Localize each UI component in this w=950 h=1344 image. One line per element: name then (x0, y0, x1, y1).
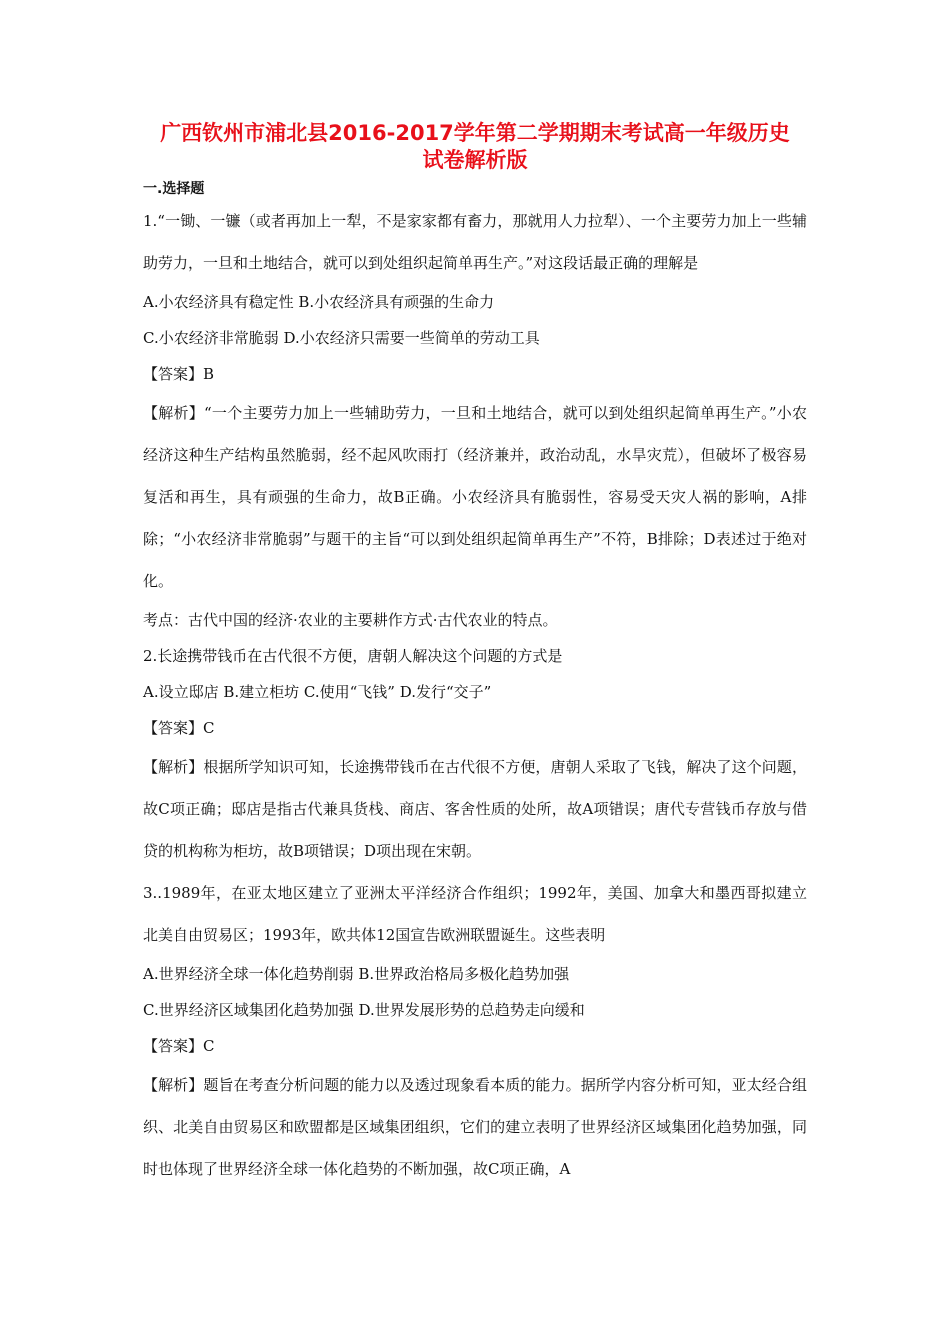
question-3-options-ab: A.世界经济全球一体化趋势削弱 B.世界政治格局多极化趋势加强 (143, 965, 570, 983)
document-page (143, 120, 807, 1190)
question-3-analysis: 【解析】题旨在考查分析问题的能力以及透过现象看本质的能力。据所学内容分析可知，亚太经合组织、北美自由贸易区和欧盟都是区域集团组织，它们的建立表明了世界经济区域集团化趋势加强，同时也体现了世界经济全球一体化趋势的不断加强，故C项正确，A (143, 1076, 807, 1178)
question-1-options-ab: A.小农经济具有稳定性 B.小农经济具有顽强的生命力 (143, 293, 495, 311)
question-2 (143, 638, 807, 872)
question-2-stem: 2.长途携带钱币在古代很不方便，唐朝人解决这个问题的方式是 (143, 647, 563, 665)
title-line-1: 广西钦州市浦北县2016-2017学年第二学期期末考试高一年级历史 (160, 121, 790, 145)
question-1-answer: 【答案】B (143, 365, 215, 383)
question-1-stem: 1.“一锄、一镰（或者再加上一犁，不是家家都有畜力，那就用人力拉犁）、一个主要劳力加上一些辅助劳力，一旦和土地结合，就可以到处组织起简单再生产。”对这段话最正确的理解是 (143, 212, 807, 272)
question-2-answer: 【答案】C (143, 719, 215, 737)
question-1 (143, 200, 807, 638)
question-2-options: A.设立邸店 B.建立柜坊 C.使用“飞钱” D.发行“交子” (143, 683, 492, 701)
question-1-kaodian: 考点：古代中国的经济·农业的主要耕作方式·古代农业的特点。 (143, 611, 558, 629)
section-heading: 一.选择题 (143, 181, 205, 197)
title-line-2: 试卷解析版 (422, 148, 528, 172)
question-3-stem: 3..1989年，在亚太地区建立了亚洲太平洋经济合作组织；1992年，美国、加拿大和墨西哥拟建立北美自由贸易区；1993年，欧共体12国宣告欧洲联盟诞生。这些表明 (143, 884, 807, 944)
document-title (143, 120, 807, 174)
question-3-answer: 【答案】C (143, 1037, 215, 1055)
question-1-analysis: 【解析】“一个主要劳力加上一些辅助劳力，一旦和土地结合，就可以到处组织起简单再生产。”小农经济这种生产结构虽然脆弱，经不起风吹雨打（经济兼并，政治动乱，水旱灾荒），但破坏了极容易复活和再生，具有顽强的生命力，故B正确。小农经济具有脆弱性，容易受天灾人祸的影响，A排除；“小农经济非常脆弱”与题干的主旨“可以到处组织起简单再生产”不符，B排除；D表述过于绝对化。 (143, 404, 807, 590)
question-1-options-cd: C.小农经济非常脆弱 D.小农经济只需要一些简单的劳动工具 (143, 329, 540, 347)
question-3-options-cd: C.世界经济区域集团化趋势加强 D.世界发展形势的总趋势走向缓和 (143, 1001, 585, 1019)
question-2-analysis: 【解析】根据所学知识可知，长途携带钱币在古代很不方便，唐朝人采取了飞钱，解决了这个问题，故C项正确；邸店是指古代兼具货栈、商店、客舍性质的处所，故A项错误；唐代专营钱币存放与借贷的机构称为柜坊，故B项错误；D项出现在宋朝。 (143, 758, 807, 860)
question-3 (143, 872, 807, 1190)
